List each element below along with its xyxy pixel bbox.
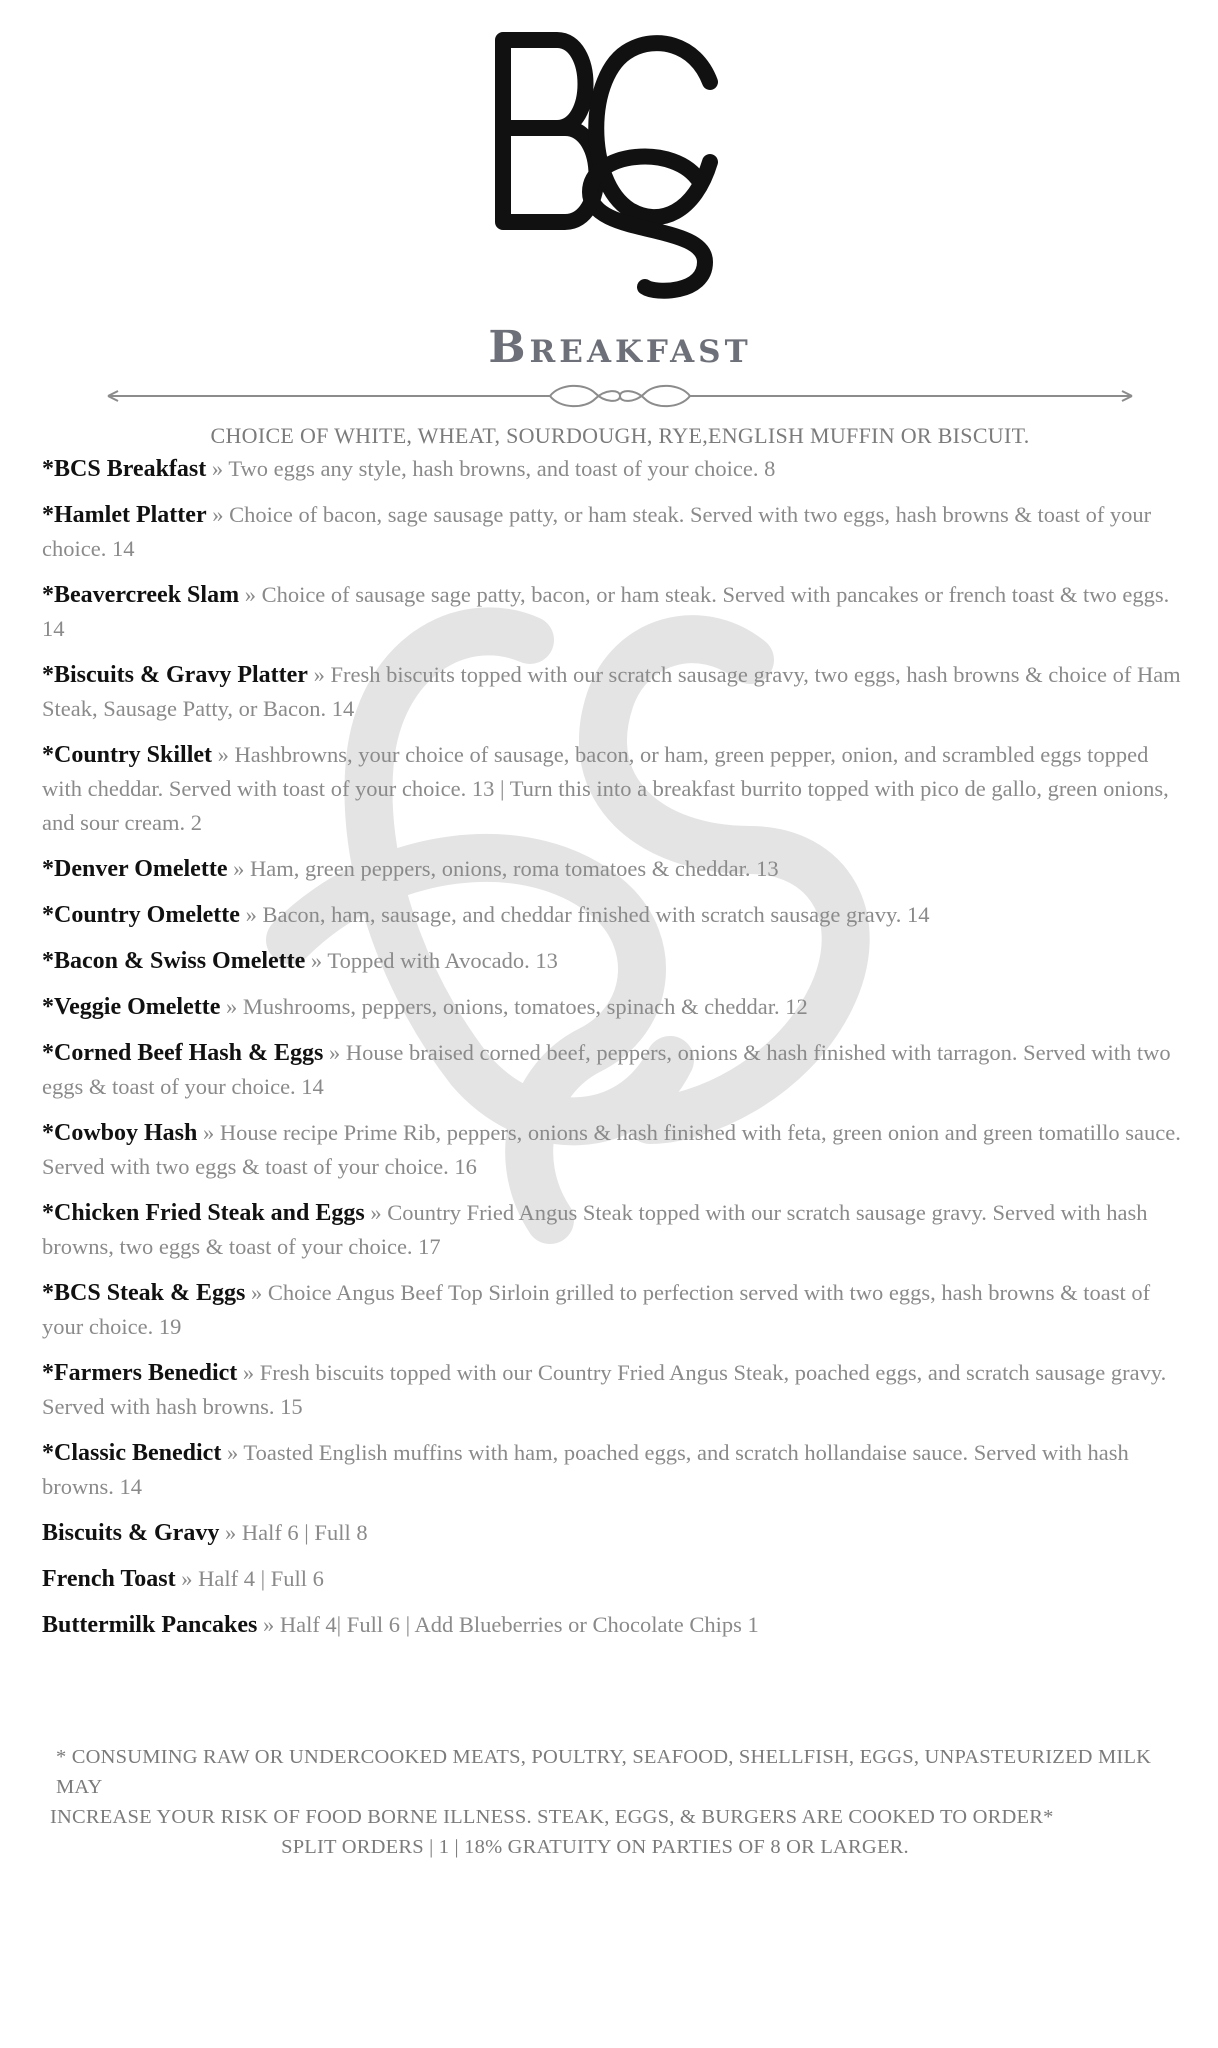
menu-item-name: *Bacon & Swiss Omelette: [42, 948, 306, 974]
menu-item-name: *Biscuits & Gravy Platter: [42, 662, 308, 688]
menu-item-name: *Hamlet Platter: [42, 502, 207, 528]
menu-item: *Bacon & Swiss Omelette » Topped with Avocado. 13: [42, 948, 558, 974]
bcs-logo: [495, 32, 725, 300]
menu-item-description: Fresh biscuits topped with our scratch sausage gravy, two eggs, hash browns & choice of Ham Steak, Sausage Patty, or Bacon. 14: [42, 662, 1181, 721]
menu-item-description: Two eggs any style, hash browns, and toast of your choice. 8: [228, 456, 776, 481]
menu-item: Biscuits & Gravy » Half 6 | Full 8: [42, 1520, 368, 1546]
menu-item: *Country Skillet » Hashbrowns, your choice of sausage, bacon, or ham, green pepper, onion, and scrambled eggs topped with cheddar. Served with toast of your choice. 13 | Turn this into a breakfast burrito topped with pico de gallo, green onions, and sour cream. 2: [42, 742, 1169, 835]
menu-item-name: French Toast: [42, 1566, 176, 1592]
split-orders-gratuity-note: SPLIT ORDERS | 1 | 18% GRATUITY ON PARTIES OF 8 OR LARGER.: [281, 1836, 909, 1858]
menu-item-name: Buttermilk Pancakes: [42, 1612, 258, 1638]
menu-item-description: Choice of sausage sage patty, bacon, or ham steak. Served with pancakes or french toast & two eggs. 14: [42, 582, 1170, 641]
menu-item: *BCS Steak & Eggs » Choice Angus Beef Top Sirloin grilled to perfection served with two eggs, hash browns & toast of your choice. 19: [42, 1280, 1151, 1339]
menu-item: Buttermilk Pancakes » Half 4| Full 6 | Add Blueberries or Chocolate Chips 1: [42, 1612, 759, 1638]
menu-item-description: House recipe Prime Rib, peppers, onions & hash finished with feta, green onion and green tomatillo sauce. Served with two eggs & toast of your choice. 16: [42, 1120, 1181, 1179]
menu-item-description: Choice Angus Beef Top Sirloin grilled to perfection served with two eggs, hash browns & toast of your choice. 19: [42, 1280, 1151, 1339]
menu-item-name: *Classic Benedict: [42, 1440, 222, 1466]
menu-item-description: Country Fried Angus Steak topped with our scratch sausage gravy. Served with hash browns, two eggs & toast of your choice. 17: [42, 1200, 1148, 1259]
breakfast-menu-list: [42, 452, 1192, 1654]
menu-item-description: Fresh biscuits topped with our Country Fried Angus Steak, poached eggs, and scratch sausage gravy. Served with hash browns. 15: [42, 1360, 1167, 1419]
menu-footer-disclaimer: [50, 1742, 1200, 1862]
menu-item-name: *Corned Beef Hash & Eggs: [42, 1040, 324, 1066]
menu-item-name: *BCS Breakfast: [42, 456, 207, 482]
menu-item-name: *Cowboy Hash: [42, 1120, 198, 1146]
menu-item-description: Half 6 | Full 8: [241, 1520, 368, 1545]
menu-item: *Beavercreek Slam » Choice of sausage sage patty, bacon, or ham steak. Served with pancakes or french toast & two eggs. 14: [42, 582, 1170, 641]
menu-item: *BCS Breakfast » Two eggs any style, hash browns, and toast of your choice. 8: [42, 456, 776, 482]
menu-item-description: Topped with Avocado. 13: [327, 948, 558, 973]
menu-item-description: Mushrooms, peppers, onions, tomatoes, spinach & cheddar. 12: [242, 994, 808, 1019]
menu-item: *Farmers Benedict » Fresh biscuits topped with our Country Fried Angus Steak, poached eggs, and scratch sausage gravy. Served with hash browns. 15: [42, 1360, 1167, 1419]
menu-item-name: *Country Omelette: [42, 902, 240, 928]
menu-item-description: Choice of bacon, sage sausage patty, or ham steak. Served with two eggs, hash browns & toast of your choice. 14: [42, 502, 1152, 561]
menu-item: *Biscuits & Gravy Platter » Fresh biscuits topped with our scratch sausage gravy, two eggs, hash browns & choice of Ham Steak, Sausage Patty, or Bacon. 14: [42, 662, 1181, 721]
menu-item: *Chicken Fried Steak and Eggs » Country Fried Angus Steak topped with our scratch sausage gravy. Served with hash browns, two eggs & toast of your choice. 17: [42, 1200, 1148, 1259]
menu-item-description: Ham, green peppers, onions, roma tomatoes & cheddar. 13: [249, 856, 779, 881]
menu-item: *Cowboy Hash » House recipe Prime Rib, peppers, onions & hash finished with feta, green onion and green tomatillo sauce. Served with two eggs & toast of your choice. 16: [42, 1120, 1181, 1179]
menu-item: *Hamlet Platter » Choice of bacon, sage sausage patty, or ham steak. Served with two eggs, hash browns & toast of your choice. 14: [42, 502, 1152, 561]
menu-item: *Veggie Omelette » Mushrooms, peppers, onions, tomatoes, spinach & cheddar. 12: [42, 994, 808, 1020]
menu-item-name: Biscuits & Gravy: [42, 1520, 220, 1546]
menu-item: *Classic Benedict » Toasted English muffins with ham, poached eggs, and scratch hollandaise sauce. Served with hash browns. 14: [42, 1440, 1129, 1499]
section-divider-ornament: [100, 381, 1140, 411]
menu-item: *Corned Beef Hash & Eggs » House braised corned beef, peppers, onions & hash finished with tarragon. Served with two eggs & toast of your choice. 14: [42, 1040, 1171, 1099]
menu-item-description: Half 4| Full 6 | Add Blueberries or Chocolate Chips 1: [279, 1612, 759, 1637]
food-safety-warning-line-2: INCREASE YOUR RISK OF FOOD BORNE ILLNESS. STEAK, EGGS, & BURGERS ARE COOKED TO ORDER*: [50, 1806, 1054, 1828]
menu-item: French Toast » Half 4 | Full 6: [42, 1566, 324, 1592]
menu-item-name: *Beavercreek Slam: [42, 582, 240, 608]
menu-item-description: Hashbrowns, your choice of sausage, bacon, or ham, green pepper, onion, and scrambled eggs topped with cheddar. Served with toast of your choice. 13 | Turn this into a breakfast burrito topped with pico de gallo, green onions, and sour cream. 2: [42, 742, 1169, 835]
menu-item-name: *Veggie Omelette: [42, 994, 221, 1020]
menu-item-name: *Country Skillet: [42, 742, 213, 768]
menu-item-description: Bacon, ham, sausage, and cheddar finished with scratch sausage gravy. 14: [262, 902, 930, 927]
bread-choice-note: CHOICE OF WHITE, WHEAT, SOURDOUGH, RYE,ENGLISH MUFFIN OR BISCUIT.: [210, 423, 1030, 448]
menu-item-description: House braised corned beef, peppers, onions & hash finished with tarragon. Served with two eggs & toast of your choice. 14: [42, 1040, 1171, 1099]
menu-item-name: *Farmers Benedict: [42, 1360, 238, 1386]
menu-item-name: *Denver Omelette: [42, 856, 228, 882]
menu-item: *Denver Omelette » Ham, green peppers, onions, roma tomatoes & cheddar. 13: [42, 856, 779, 882]
menu-item: *Country Omelette » Bacon, ham, sausage, and cheddar finished with scratch sausage gravy. 14: [42, 902, 930, 928]
menu-item-name: *Chicken Fried Steak and Eggs: [42, 1200, 365, 1226]
menu-item-description: Half 4 | Full 6: [198, 1566, 324, 1591]
menu-item-description: Toasted English muffins with ham, poached eggs, and scratch hollandaise sauce. Served with hash browns. 14: [42, 1440, 1129, 1499]
section-title: Breakfast: [488, 322, 752, 373]
food-safety-warning-line-1: * CONSUMING RAW OR UNDERCOOKED MEATS, POULTRY, SEAFOOD, SHELLFISH, EGGS, UNPASTEURIZED MILK MAY: [56, 1746, 1152, 1798]
menu-item-name: *BCS Steak & Eggs: [42, 1280, 246, 1306]
